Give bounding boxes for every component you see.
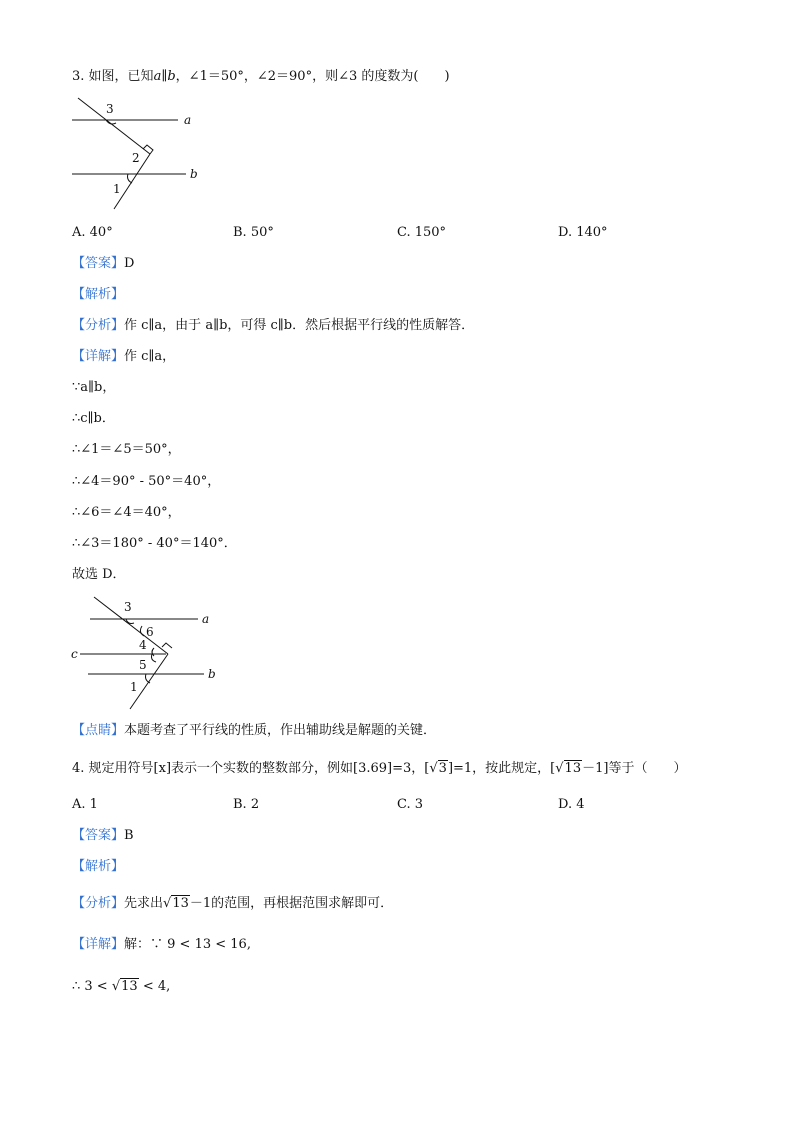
step-text: 解：∵ 9 < 13 < 16, xyxy=(124,937,251,952)
q4-number: 4. xyxy=(72,761,85,776)
q4-option-c[interactable]: C. 3 xyxy=(397,797,424,812)
label-3: 3 xyxy=(124,600,132,614)
answer-tag: 【答案】 xyxy=(72,828,125,843)
fenxi-text-b: 的范围，再根据范围求解即可． xyxy=(211,896,394,911)
radicand-13: 13 xyxy=(564,761,582,776)
q3-detail-step-4: ∴∠4＝90° - 50°＝40°， xyxy=(72,474,221,489)
q4-answer xyxy=(72,827,134,845)
analysis-tag: 【解析】 xyxy=(72,287,125,302)
xiangjie-tag: 【详解】 xyxy=(72,937,125,952)
q4-detail-step-1 xyxy=(72,936,251,954)
q3-figure-2 xyxy=(66,592,226,712)
label-1: 1 xyxy=(130,680,138,694)
q3-detail-step-0 xyxy=(72,348,175,366)
fenxi-text: 作 c∥a，由于 a∥b，可得 c∥b．然后根据平行线的性质解答． xyxy=(124,318,475,333)
q3-option-a[interactable]: A. 40° xyxy=(72,225,113,240)
q4-stem xyxy=(72,760,686,778)
q4-detail-step-2 xyxy=(72,978,170,996)
q4-fenxi xyxy=(72,895,393,913)
q3-detail-step-3: ∴∠1＝∠5＝50°， xyxy=(72,442,181,457)
label-4: 4 xyxy=(139,638,147,652)
q3-detail-step-6: ∴∠3＝180° - 40°＝140°． xyxy=(72,536,237,551)
radicand-3: 3 xyxy=(438,761,447,776)
q3-number: 3. xyxy=(72,69,85,84)
answer-tag: 【答案】 xyxy=(72,256,125,271)
fenxi-tag: 【分析】 xyxy=(72,318,125,333)
radicand-13: 13 xyxy=(172,896,189,911)
step-text: 作 c∥a， xyxy=(124,349,176,364)
q3-option-b[interactable]: B. 50° xyxy=(233,225,274,240)
fenxi-tag: 【分析】 xyxy=(72,896,125,911)
dianjing-tag: 【点睛】 xyxy=(72,723,125,738)
q4-stem-part-b: ]=1，按此规定，[ xyxy=(447,761,556,776)
transversal-upper xyxy=(78,98,150,154)
parallel-sign: ∥ xyxy=(161,69,168,84)
analysis-tag: 【解析】 xyxy=(72,859,125,874)
q3-option-c[interactable]: C. 150° xyxy=(397,225,447,240)
minus-one: －1 xyxy=(189,896,212,911)
right-angle-mark xyxy=(162,643,172,648)
q3-answer xyxy=(72,255,134,273)
q3-option-d[interactable]: D. 140° xyxy=(558,225,608,240)
xiangjie-tag: 【详解】 xyxy=(72,349,125,364)
q3-detail-step-5: ∴∠6＝∠4＝40°， xyxy=(72,505,181,520)
label-a: a xyxy=(202,612,210,626)
q3-conclusion: 故选 D． xyxy=(72,567,126,582)
q3-fenxi xyxy=(72,317,474,335)
q4-option-a[interactable]: A. 1 xyxy=(72,797,98,812)
q3-stem-condition: ，∠1＝50°，∠2＝90°，则∠3 的度数为( ) xyxy=(175,69,450,84)
label-2: 2 xyxy=(132,151,140,165)
answer-value: D xyxy=(124,256,135,271)
q3-stem xyxy=(72,68,450,86)
label-1: 1 xyxy=(113,182,121,196)
var-a: a xyxy=(153,69,162,84)
label-6: 6 xyxy=(146,625,154,639)
sqrt-13: √13 xyxy=(111,979,138,994)
sqrt-3: √3 xyxy=(429,761,447,776)
q4-stem-part-a: 规定用符号[x]表示一个实数的整数部分，例如[3.69]=3，[ xyxy=(88,761,430,776)
var-b: b xyxy=(167,69,176,84)
label-5: 5 xyxy=(139,658,147,672)
minus-one: －1 xyxy=(582,761,604,776)
sqrt-13: √13 xyxy=(555,761,582,776)
q3-detail-step-1: ∵a∥b， xyxy=(72,380,116,395)
q3-dianjing xyxy=(72,722,436,740)
q4-option-b[interactable]: B. 2 xyxy=(233,797,260,812)
label-b: b xyxy=(190,167,198,181)
q4-option-d[interactable]: D. 4 xyxy=(558,797,585,812)
radicand-13: 13 xyxy=(121,979,138,994)
angle-arc-4 xyxy=(152,648,154,656)
q3-stem-prefix: 如图，已知 xyxy=(88,69,154,84)
answer-value: B xyxy=(124,828,134,843)
q3-figure-1 xyxy=(66,92,216,214)
q4-stem-part-c: ]等于（ ） xyxy=(603,761,687,776)
fenxi-text-a: 先求出 xyxy=(124,896,164,911)
q3-analysis xyxy=(72,286,124,304)
q3-detail-step-2: ∴c∥b． xyxy=(72,411,115,426)
label-b: b xyxy=(208,667,216,681)
label-a: a xyxy=(184,113,192,127)
sqrt-13: √13 xyxy=(163,896,189,911)
step-text-a: ∴ 3 < xyxy=(72,979,112,994)
dianjing-text: 本题考查了平行线的性质，作出辅助线是解题的关键． xyxy=(124,723,437,738)
q4-analysis xyxy=(72,858,124,876)
step-text-b: < 4, xyxy=(138,979,171,994)
label-3: 3 xyxy=(106,102,114,116)
label-c: c xyxy=(71,647,78,661)
